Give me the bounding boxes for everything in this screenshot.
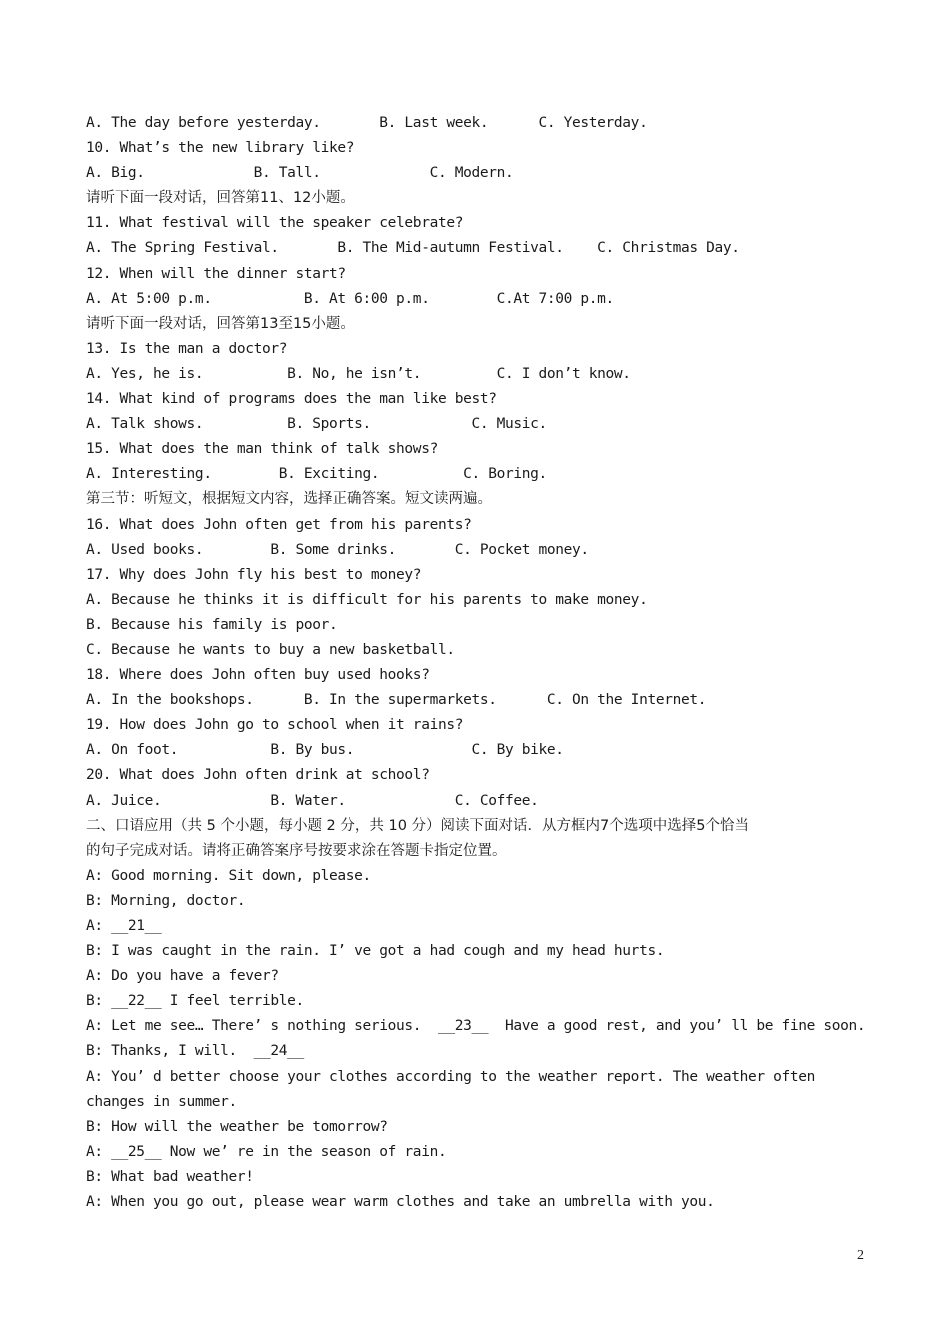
text-line: A: You’ d better choose your clothes according to the weather report. The weather often [86, 1068, 816, 1085]
text-line: A. Because he thinks it is difficult for his parents to make money. [86, 591, 648, 608]
text-line: 的句子完成对话。请将正确答案序号按要求涂在答题卡指定位置。 [86, 842, 507, 859]
text-line: 14. What kind of programs does the man like best? [86, 391, 497, 408]
text-line: A. The Spring Festival. B. The Mid-autumn Festival. C. Christmas Day. [86, 240, 740, 257]
text-line: C. Because he wants to buy a new basketball. [86, 641, 455, 658]
text-line-content: A. Big. B. Tall. C. Modern. [86, 165, 514, 182]
page-number: 2 [857, 1248, 864, 1263]
text-line: A. At 5:00 p.m. B. At 6:00 p.m. C.At 7:00 p.m. [86, 290, 614, 307]
text-line: changes in summer. [86, 1093, 237, 1110]
text-line: 第三节：听短文，根据短文内容，选择正确答案。短文读两遍。 [86, 491, 492, 508]
text-line: A. Juice. B. Water. C. Coffee. [86, 792, 539, 809]
text-line: 19. How does John go to school when it rains? [86, 717, 464, 734]
text-line: A: Do you have a fever? [86, 968, 279, 985]
exam-text [86, 111, 876, 1215]
text-line: A. Interesting. B. Exciting. C. Boring. [86, 466, 547, 483]
text-line: 请听下面一段对话，回答第11、12小题。 [86, 190, 355, 207]
text-line: A. In the bookshops. B. In the supermarkets. C. On the Internet. [86, 692, 707, 709]
text-line: A: Good morning. Sit down, please. [86, 867, 371, 884]
text-line: B: Thanks, I will. __24__ [86, 1043, 304, 1060]
text-line: A. Used books. B. Some drinks. C. Pocket money. [86, 541, 589, 558]
text-line: 11. What festival will the speaker celebrate? [86, 215, 464, 232]
text-line: A: Let me see… There’ s nothing serious. __23__ Have a good rest, and you’ ll be fine soon. [86, 1018, 866, 1035]
text-line: B: What bad weather! [86, 1168, 254, 1185]
text-line: 10. What’s the new library like? [86, 140, 355, 157]
text-line: A: __21__ [86, 918, 162, 934]
text-line: 16. What does John often get from his parents? [86, 516, 472, 533]
text-line: B. Because his family is poor. [86, 616, 338, 633]
text-line: B: __22__ I feel terrible. [86, 993, 304, 1010]
text-line: B: Morning, doctor. [86, 892, 246, 909]
text-line: A. Yes, he is. B. No, he isn’t. C. I don’t know. [86, 365, 631, 382]
text-line: 15. What does the man think of talk shows? [86, 441, 438, 458]
text-line: 13. Is the man a doctor? [86, 340, 288, 357]
text-line: 20. What does John often drink at school? [86, 767, 430, 784]
text-line: A. On foot. B. By bus. C. By bike. [86, 742, 564, 759]
text-line: 12. When will the dinner start? [86, 265, 346, 282]
text-line: B: I was caught in the rain. I’ ve got a had cough and my head hurts. [86, 943, 665, 960]
text-line: 请听下面一段对话，回答第13至15小题。 [86, 315, 355, 332]
text-line: B: How will the weather be tomorrow? [86, 1118, 388, 1135]
text-line: 二、口语应用（共 5 个小题，每小题 2 分，共 10 分）阅读下面对话．从方框内7个选项中选择5个恰当 [86, 817, 750, 834]
text-line: A: __25__ Now we’ re in the season of rain. [86, 1143, 447, 1160]
text-line [86, 161, 876, 186]
text-line: A: When you go out, please wear warm clothes and take an umbrella with you. [86, 1194, 715, 1211]
text-line: A. The day before yesterday. B. Last week. C. Yesterday. [86, 115, 648, 131]
text-line: A. Talk shows. B. Sports. C. Music. [86, 416, 547, 433]
text-line: 18. Where does John often buy used hooks? [86, 667, 430, 684]
text-line: 17. Why does John fly his best to money? [86, 566, 422, 583]
